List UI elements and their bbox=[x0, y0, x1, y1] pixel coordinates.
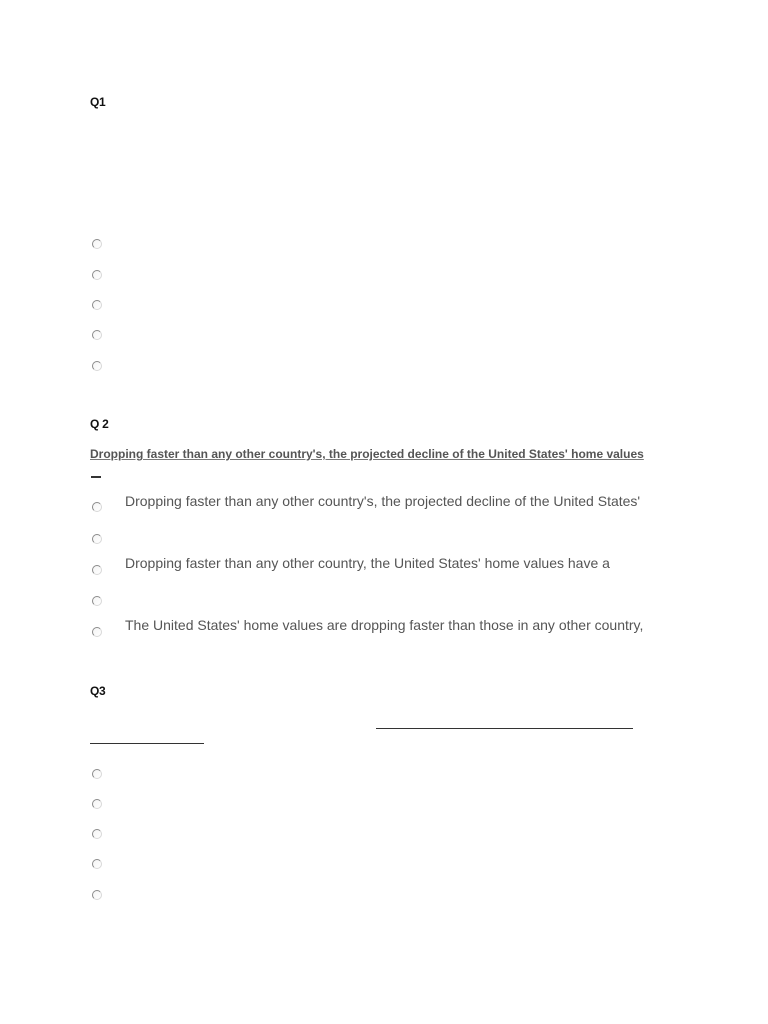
q2-option-4-radio[interactable] bbox=[92, 596, 102, 606]
question-3-label: Q3 bbox=[90, 684, 106, 698]
q3-blank-underline-left bbox=[90, 743, 204, 744]
q1-option-5-radio[interactable] bbox=[92, 361, 102, 371]
q3-option-1-radio[interactable] bbox=[92, 769, 102, 779]
question-2-prompt: Dropping faster than any other country's, the projected decline of the United States' home values bbox=[90, 447, 644, 461]
q2-option-3-radio[interactable] bbox=[92, 565, 102, 575]
q2-option-1-text: Dropping faster than any other country's, the projected decline of the United States' bbox=[125, 493, 641, 509]
q3-option-5-radio[interactable] bbox=[92, 890, 102, 900]
q2-option-2-radio[interactable] bbox=[92, 534, 102, 544]
q3-blank-underline-right bbox=[376, 728, 633, 729]
question-2-prompt-dash bbox=[91, 476, 101, 478]
q1-option-3-radio[interactable] bbox=[92, 300, 102, 310]
q1-option-2-radio[interactable] bbox=[92, 270, 102, 280]
question-1-label: Q1 bbox=[90, 95, 106, 109]
q2-option-5-radio[interactable] bbox=[92, 627, 102, 637]
q1-option-1-radio[interactable] bbox=[92, 239, 102, 249]
q2-option-5-text: The United States' home values are dropping faster than those in any other country, bbox=[125, 617, 644, 633]
q3-option-4-radio[interactable] bbox=[92, 859, 102, 869]
q1-option-4-radio[interactable] bbox=[92, 330, 102, 340]
question-2-label: Q 2 bbox=[90, 417, 109, 431]
q2-option-1-radio[interactable] bbox=[92, 502, 102, 512]
q3-option-3-radio[interactable] bbox=[92, 829, 102, 839]
q3-option-2-radio[interactable] bbox=[92, 799, 102, 809]
q2-option-3-text: Dropping faster than any other country, the United States' home values have a bbox=[125, 555, 610, 571]
